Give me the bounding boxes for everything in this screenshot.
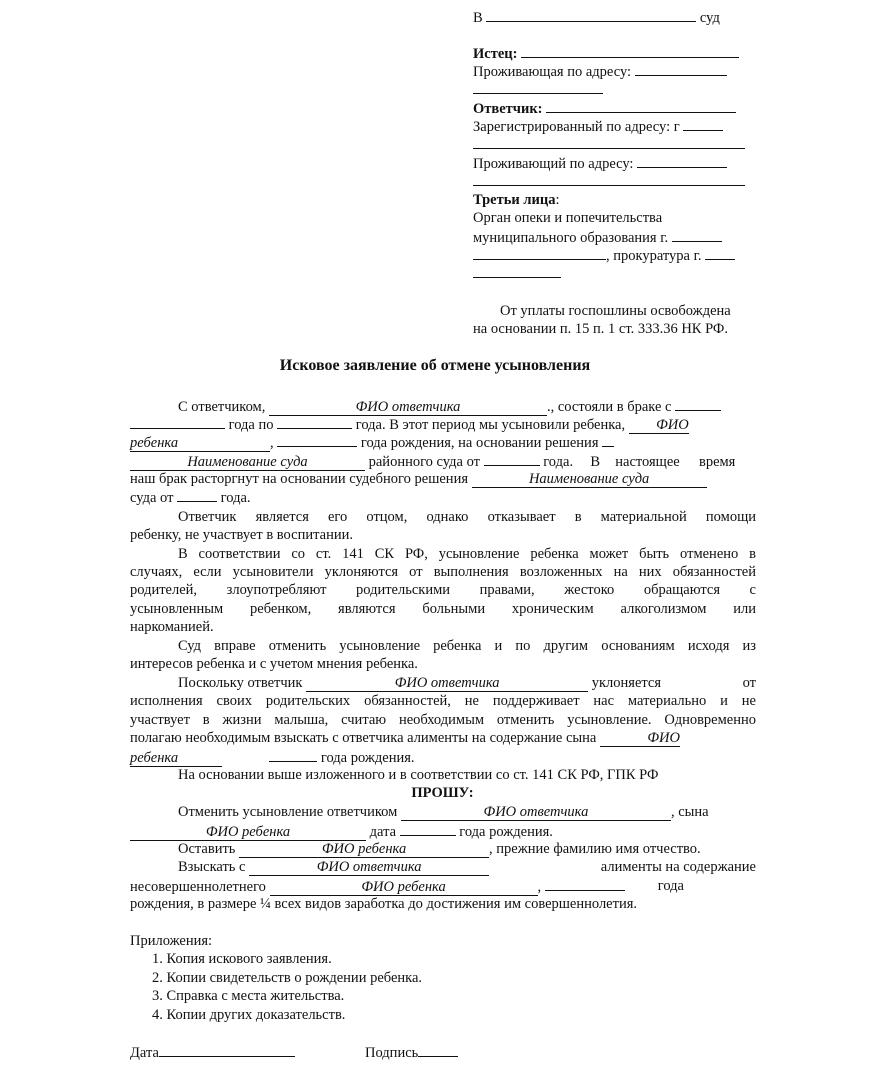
- document-title: Исковое заявление об отмене усыновления: [279, 357, 591, 374]
- request3-text-d: ,: [537, 879, 542, 895]
- son-name-field-part1[interactable]: ФИО: [600, 730, 680, 747]
- p5-line5: [130, 748, 415, 767]
- p1-text-j: настоящее: [615, 454, 680, 470]
- son-birth-blank[interactable]: [269, 748, 317, 762]
- municipality-blank-2[interactable]: [473, 246, 606, 260]
- request3-line2: [130, 877, 756, 896]
- defendant-name-field[interactable]: ФИО ответчика: [269, 399, 547, 416]
- defendant-living-label: Проживающий по адресу:: [473, 156, 634, 172]
- plaintiff-name-blank[interactable]: [521, 44, 739, 58]
- p1-text-d: года. В этот период мы усыновили ребенка,: [355, 417, 626, 433]
- son-name-field-part2[interactable]: ребенка: [130, 750, 222, 767]
- prosecutor-city-blank-2[interactable]: [473, 264, 561, 278]
- p1-line2: [130, 415, 689, 434]
- p5-line2: исполнения своих родительских обязанностей, не поддерживает нас материально и не: [130, 693, 756, 709]
- p1-text-c: года по: [228, 417, 274, 433]
- p5-text-a: Поскольку ответчик: [178, 675, 303, 691]
- p1-text-m: суда от: [130, 490, 174, 506]
- p1-text-l: наш брак расторгнут на основании судебного решения: [130, 471, 468, 487]
- date-blank[interactable]: [159, 1043, 295, 1057]
- p5-line3: участвует в жизни малыша, считаю необходимым отменить усыновление. Одновременно: [130, 712, 756, 728]
- prosecutor-line: [473, 246, 735, 265]
- attachments-label: Приложения:: [130, 933, 213, 949]
- defendant-label: Ответчик:: [473, 101, 543, 117]
- son-name-field-2[interactable]: ФИО ребенка: [130, 824, 366, 841]
- defendant-registered-blank[interactable]: [683, 117, 723, 131]
- defendant-living-line: [473, 154, 727, 173]
- divorce-date-blank[interactable]: [177, 488, 217, 502]
- p3-line1: В соответствии со ст. 141 СК РФ, усыновление ребенка может быть отменено в: [178, 546, 756, 562]
- defendant-living-line2: [473, 172, 745, 191]
- request3-text-a: Взыскать с: [178, 859, 246, 875]
- defendant-name-field-2[interactable]: ФИО ответчика: [306, 675, 588, 692]
- date-label: Дата: [130, 1045, 159, 1061]
- third-parties-line: [473, 191, 560, 209]
- p5-text-e: года рождения.: [320, 750, 415, 766]
- fee-exemption-line1: От уплаты госпошлины освобождена: [500, 303, 731, 319]
- request3-text-e: года: [657, 878, 684, 894]
- child-name-field-part2[interactable]: ребенка: [130, 435, 270, 452]
- plaintiff-label: Истец:: [473, 46, 518, 62]
- defendant-registered-label: Зарегистрированный по адресу: г: [473, 119, 680, 135]
- decision-date-blank[interactable]: [484, 452, 540, 466]
- request1-text-a: Отменить усыновление ответчиком: [178, 804, 398, 820]
- defendant-registered-blank-2[interactable]: [473, 135, 745, 149]
- p5-text-d: полагаю необходимым взыскать с ответчика алименты на содержание сына: [130, 730, 597, 746]
- marriage-start-year-blank[interactable]: [130, 415, 225, 429]
- p1-text-e: ,: [270, 435, 274, 451]
- p1-text-i: В: [590, 454, 600, 470]
- defendant-registered-line2: [473, 135, 745, 154]
- court-name-field[interactable]: Наименование суда: [130, 454, 365, 471]
- court-suffix: суд: [699, 10, 720, 26]
- guardianship-label: муниципального образования г.: [473, 230, 669, 246]
- p1-line6: [130, 488, 251, 507]
- defendant-name-blank[interactable]: [546, 99, 736, 113]
- prosecutor-line2: [473, 264, 561, 283]
- defendant-registered-line: [473, 117, 723, 136]
- court-line: [473, 8, 720, 27]
- defendant-living-blank[interactable]: [637, 154, 727, 168]
- p3-line2: случаях, если усыновители уклоняются от выполнения возложенных на них обязанностей: [130, 564, 756, 580]
- p1-text-k: время: [698, 454, 736, 470]
- third-parties-label: Третьи лица: [473, 192, 556, 208]
- request1-line2: [130, 822, 553, 841]
- p1-line1: [178, 397, 721, 416]
- request3-text-c: несовершеннолетнего: [130, 879, 266, 895]
- child-name-field-3[interactable]: ФИО ребенка: [239, 841, 489, 858]
- attachment-item: 3. Справка с места жительства.: [152, 988, 345, 1004]
- p5-text-b: уклоняется: [591, 675, 661, 691]
- request1-line1: [178, 803, 709, 821]
- son-birth-date-blank[interactable]: [400, 822, 456, 836]
- marriage-start-blank[interactable]: [675, 397, 721, 411]
- child-birth-blank[interactable]: [277, 433, 357, 447]
- defendant-living-blank-2[interactable]: [473, 172, 745, 186]
- court-name-blank[interactable]: [486, 8, 696, 22]
- prosecutor-label: , прокуратура г.: [606, 248, 702, 264]
- defendant-name-field-3[interactable]: ФИО ответчика: [401, 804, 671, 821]
- divorce-court-field[interactable]: Наименование суда: [472, 471, 707, 488]
- plaintiff-address-label: Проживающая по адресу:: [473, 64, 632, 80]
- p1-text-n: года.: [220, 490, 251, 506]
- municipality-blank[interactable]: [672, 228, 722, 242]
- request3-text-b: алименты на содержание: [600, 859, 756, 875]
- p3-line3: родителей, злоупотребляют родительскими правами, жестоко обращаются с: [130, 582, 756, 598]
- request3-line3: рождения, в размере ¼ всех видов заработка до достижения им совершеннолетия.: [130, 896, 638, 912]
- request2-text-b: , прежние фамилию имя отчество.: [489, 841, 701, 857]
- request3-line1: [178, 858, 756, 876]
- p4-line2: интересов ребенка и с учетом мнения ребенка.: [130, 656, 418, 672]
- p1-line3: [130, 433, 614, 452]
- p1-text-f: года рождения, на основании решения: [360, 435, 599, 451]
- p1-text-b: ., состояли в браке с: [547, 399, 672, 415]
- p2-line2: ребенку, не участвует в воспитании.: [130, 527, 353, 543]
- attachment-item: 1. Копия искового заявления.: [152, 951, 332, 967]
- court-prefix: В: [473, 10, 483, 26]
- p4-line1: Суд вправе отменить усыновление ребенка и по другим основаниям исходя из: [178, 638, 756, 654]
- request2-text-a: Оставить: [178, 841, 236, 857]
- decision-blank[interactable]: [602, 433, 614, 447]
- p1-line5: [130, 470, 707, 488]
- p1-text-g: районного суда от: [368, 454, 480, 470]
- attachment-item: 2. Копии свидетельств о рождении ребенка.: [152, 970, 423, 986]
- request1-text-d: года рождения.: [459, 824, 553, 840]
- plaintiff-address-blank-2[interactable]: [473, 80, 603, 94]
- prosecutor-city-blank[interactable]: [705, 246, 735, 260]
- request2-line: [178, 840, 701, 858]
- plaintiff-address-line2: [473, 80, 603, 99]
- p5-text-c: от: [742, 675, 756, 691]
- request-heading: ПРОШУ:: [411, 785, 474, 801]
- p1-text-h: года.: [543, 454, 574, 470]
- signature-blank[interactable]: [418, 1043, 458, 1057]
- signature-label: Подпись: [365, 1045, 419, 1061]
- fee-exemption-line2: на основании п. 15 п. 1 ст. 333.36 НК РФ.: [473, 321, 728, 337]
- p5-line4: [130, 729, 680, 747]
- defendant-name-field-4[interactable]: ФИО ответчика: [249, 859, 489, 876]
- attachment-item: 4. Копии других доказательств.: [152, 1007, 346, 1023]
- third-parties-colon: :: [555, 192, 560, 208]
- child-name-field-part1[interactable]: ФИО: [629, 417, 689, 434]
- p3-line5: наркоманией.: [130, 619, 214, 635]
- p2-line1: Ответчик является его отцом, однако отказывает в материальной помощи: [178, 509, 756, 525]
- p1-text-a: С ответчиком,: [178, 399, 266, 415]
- plaintiff-address-line: [473, 62, 727, 81]
- request1-text-c: дата: [369, 824, 397, 840]
- child-name-field-4[interactable]: ФИО ребенка: [270, 879, 538, 896]
- p6-line: На основании выше изложенного и в соответствии со ст. 141 СК РФ, ГПК РФ: [178, 767, 659, 783]
- guardianship-line2: [473, 228, 722, 247]
- request1-text-b: , сына: [670, 804, 709, 820]
- p5-line1: [178, 674, 756, 692]
- signature-line: [365, 1043, 458, 1062]
- plaintiff-line: [473, 44, 739, 63]
- guardianship-line1: Орган опеки и попечительства: [473, 210, 663, 226]
- plaintiff-address-blank[interactable]: [635, 62, 727, 76]
- p3-line4: усыновленным ребенком, являются больными хроническим алкоголизмом или: [130, 601, 756, 617]
- defendant-line: [473, 99, 736, 118]
- child-birth-blank-2[interactable]: [545, 877, 625, 891]
- date-line: [130, 1043, 295, 1062]
- p1-line4: [130, 452, 735, 471]
- marriage-end-blank[interactable]: [277, 415, 352, 429]
